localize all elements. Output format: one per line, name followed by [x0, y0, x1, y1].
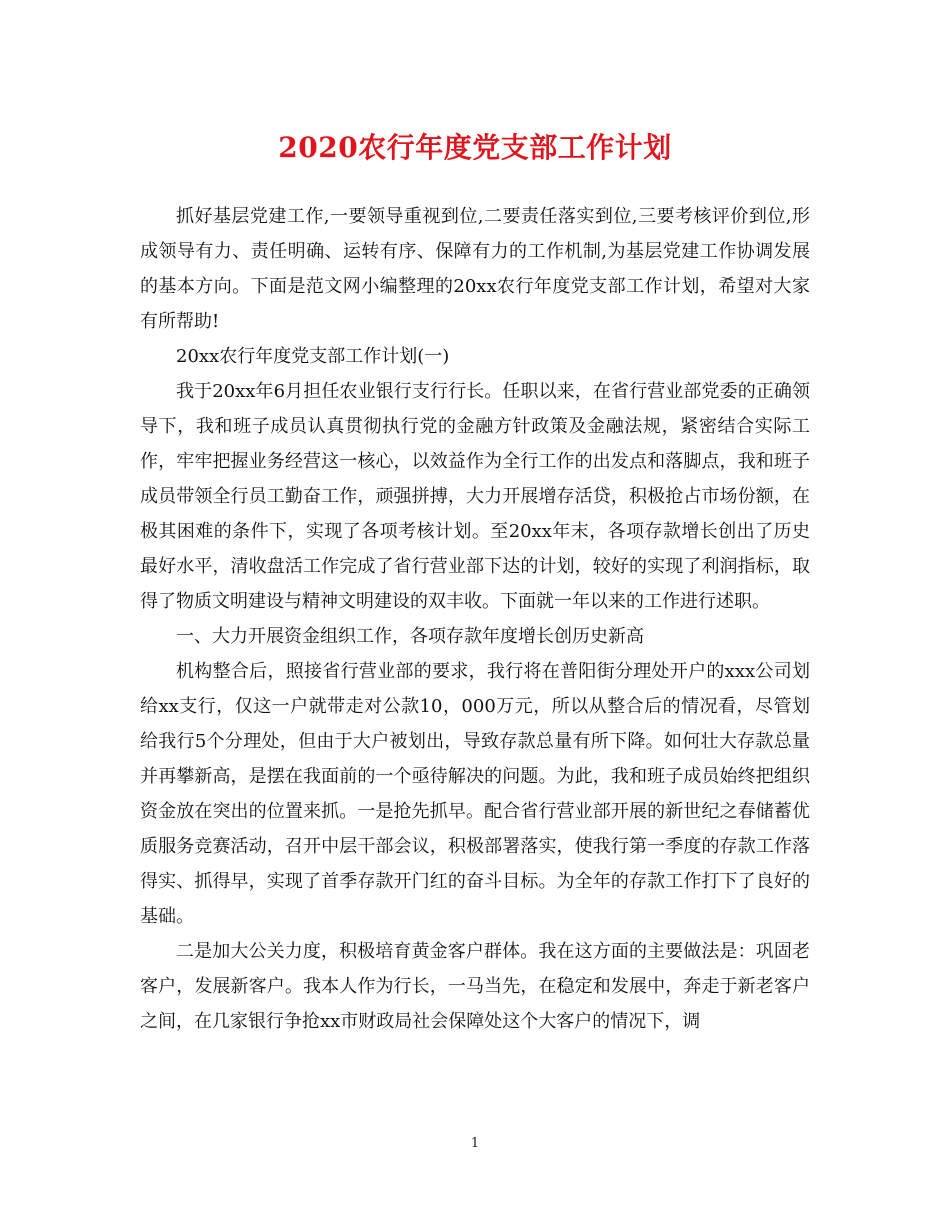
document-title: 2020农行年度党支部工作计划	[278, 131, 672, 164]
paragraph-public-relations: 二是加大公关力度，积极培育黄金客户群体。我在这方面的主要做法是：巩固老客户，发展新客户。我本人作为行长，一马当先，在稳定和发展中，奔走于新老客户之间，在几家银行争抢xx市财政局社会保障处这个大客户的情况下，调	[140, 941, 810, 1032]
paragraph-restructuring: 机构整合后，照接省行营业部的要求，我行将在普阳街分理处开户的xxx公司划给xx支行，仅这一户就带走对公款10，000万元，所以从整合后的情况看，尽管划给我行5个分理处，但由于大户被划出，导致存款总量有所下降。如何壮大存款总量并再攀新高，是摆在我面前的一个亟待解决的问题。为此，我和班子成员始终把组织资金放在突出的位置来抓。一是抢先抓早。配合省行营业部开展的新世纪之春储蓄优质服务竞赛活动，召开中层干部会议，积极部署落实，使我行第一季度的存款工作落得实、抓得早，实现了首季存款开门红的奋斗目标。为全年的存款工作打下了良好的基础。	[140, 661, 810, 927]
page-number: 1	[470, 1136, 480, 1151]
document-body	[140, 199, 810, 1039]
paragraph-intro: 抓好基层党建工作,一要领导重视到位,二要责任落实到位,三要考核评价到位,形成领导有力、责任明确、运转有序、保障有力的工作机制,为基层党建工作协调发展的基本方向。下面是范文网小编整理的20xx农行年度党支部工作计划，希望对大家有所帮助!	[140, 206, 810, 332]
section-heading-deposits: 一、大力开展资金组织工作，各项存款年度增长创历史新高	[176, 626, 644, 647]
section-heading-plan-one: 20xx农行年度党支部工作计划(一)	[176, 346, 450, 367]
paragraph-report: 我于20xx年6月担任农业银行支行行长。任职以来，在省行营业部党委的正确领导下，我和班子成员认真贯彻执行党的金融方针政策及金融法规，紧密结合实际工作，牢牢把握业务经营这一核心，以效益作为全行工作的出发点和落脚点，我和班子成员带领全行员工勤奋工作，顽强拼搏，大力开展增存活贷，积极抢占市场份额，在极其困难的条件下，实现了各项考核计划。至20xx年末，各项存款增长创出了历史最好水平，清收盘活工作完成了省行营业部下达的计划，较好的实现了利润指标，取得了物质文明建设与精神文明建设的双丰收。下面就一年以来的工作进行述职。	[140, 381, 810, 612]
